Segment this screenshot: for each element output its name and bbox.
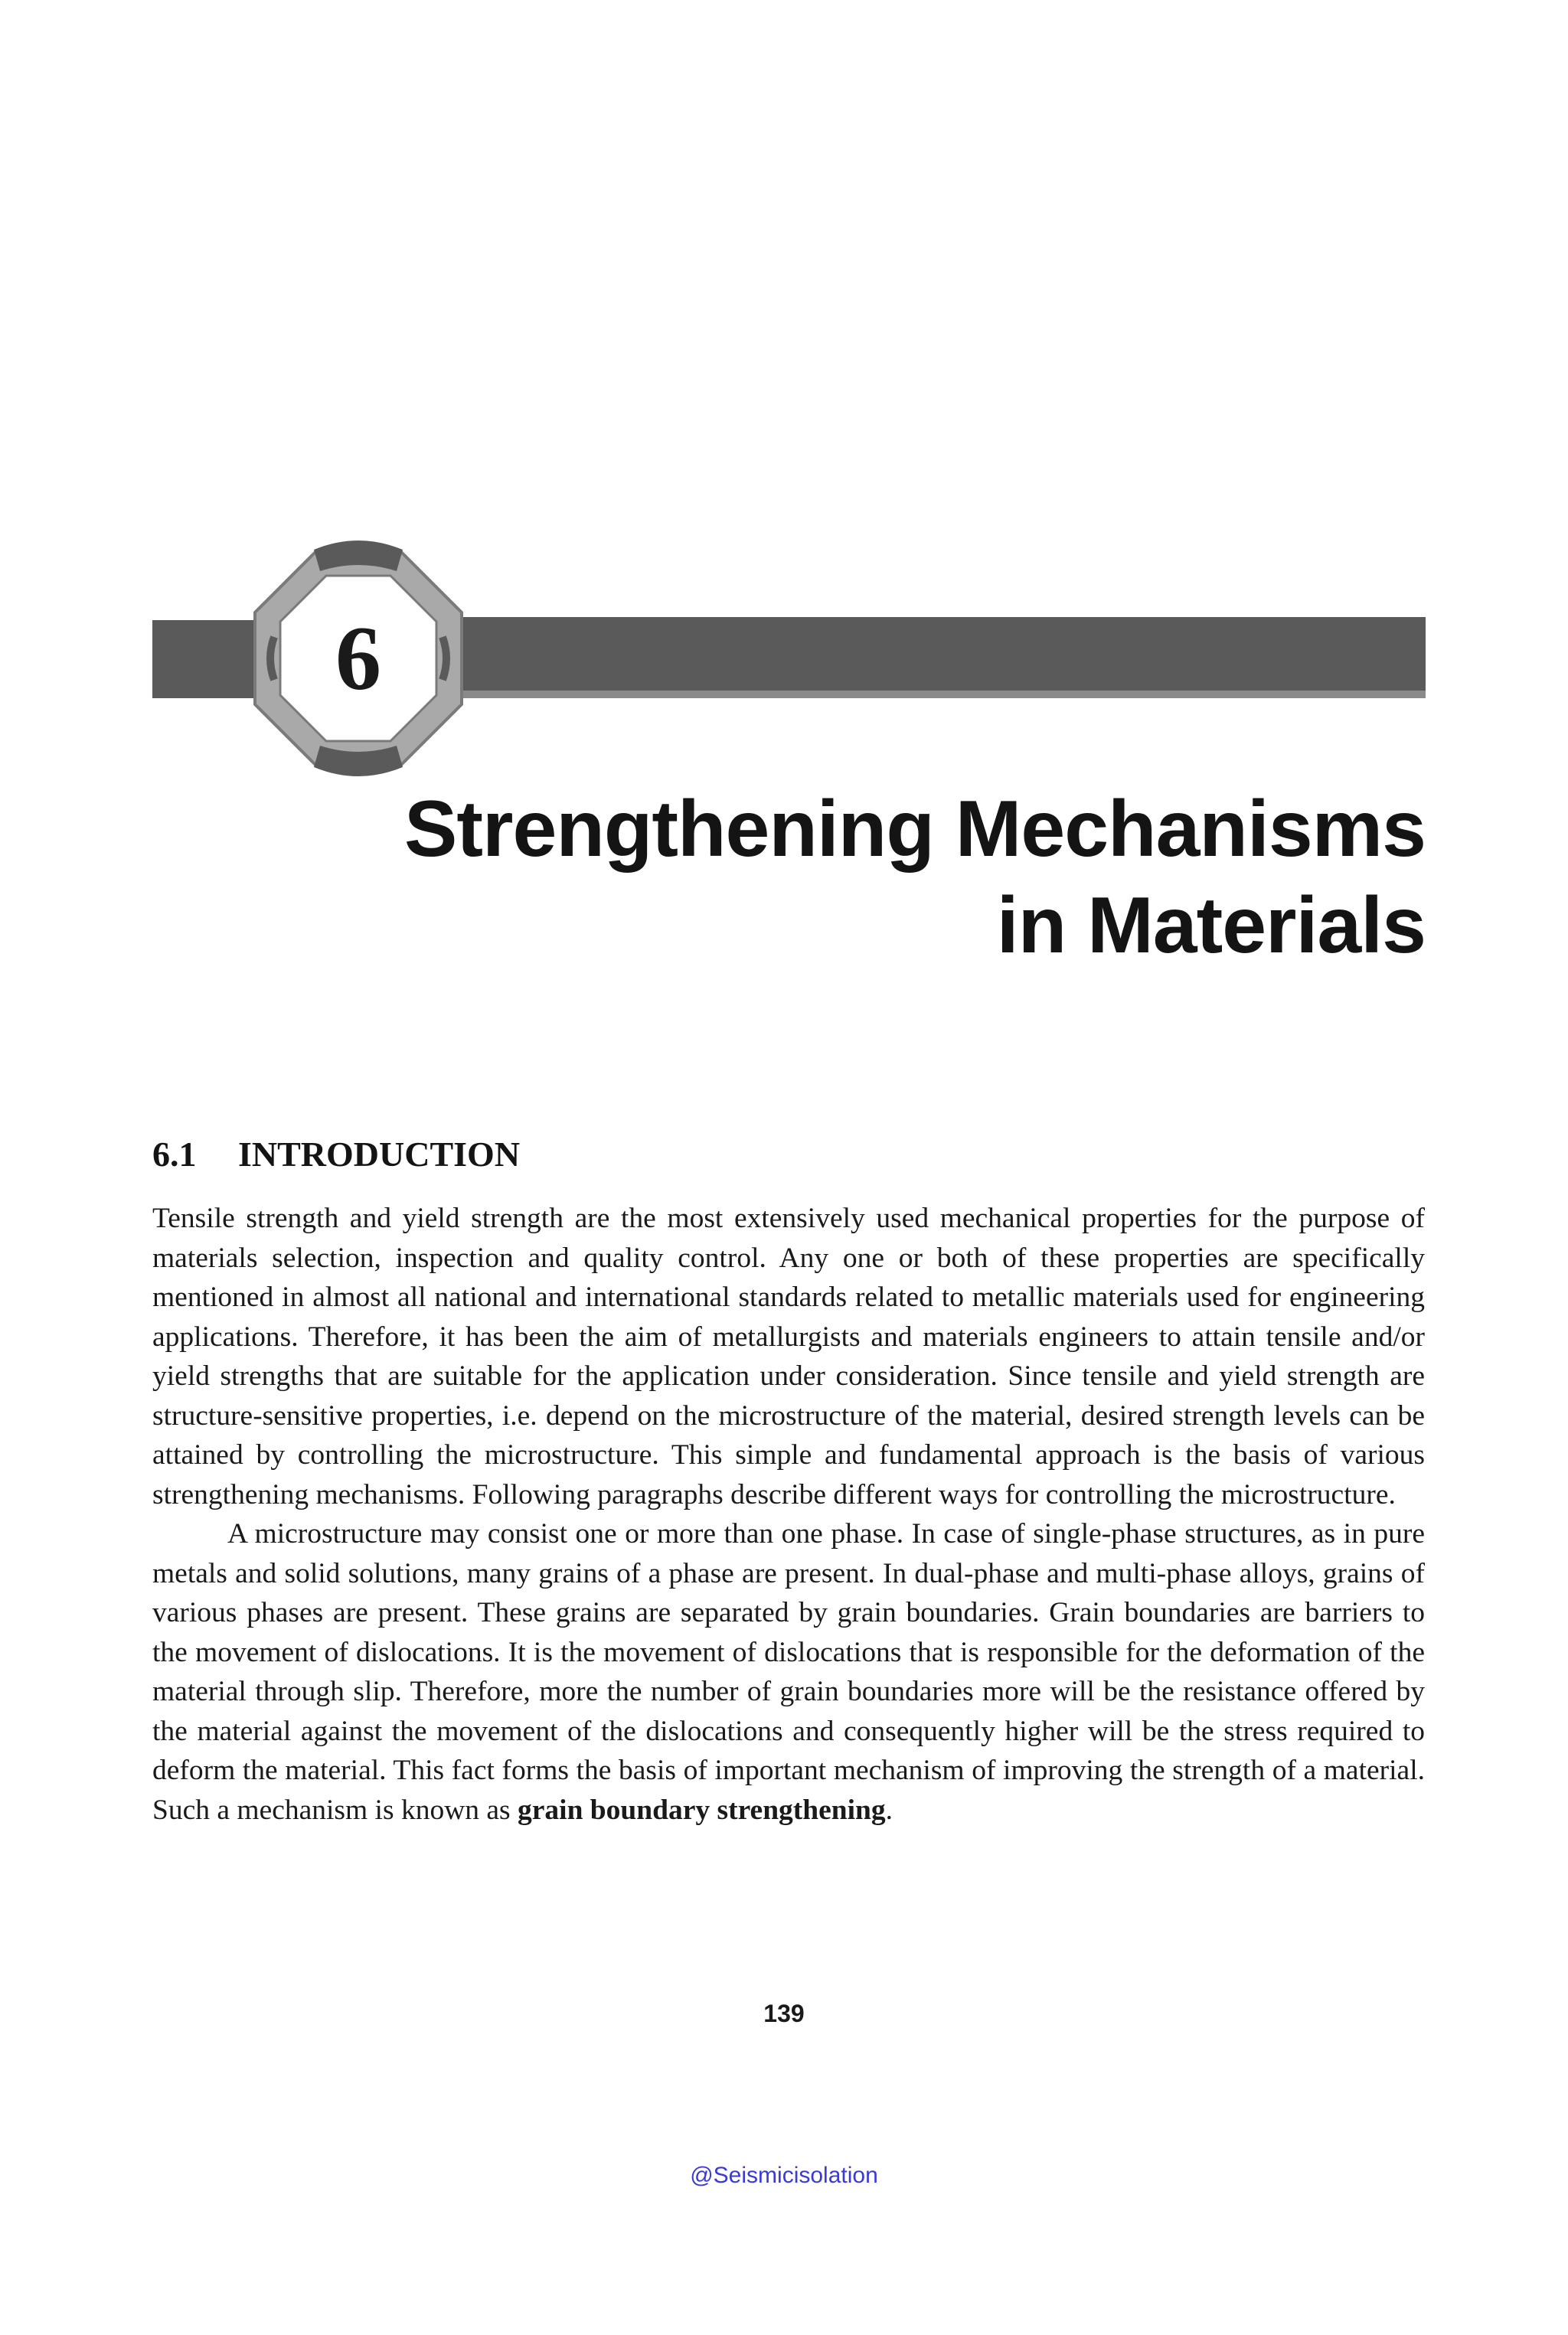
body-text: [152, 1199, 1425, 1830]
paragraph-2-text: A microstructure may consist one or more than one phase. In case of single-phase structures, as in pure metals and solid solutions, many grains of a phase are present. In dual-phase and multi-phase alloys, grains of various phases are present. These grains are separated by grain boundaries. Grain boundaries are barriers to the movement of dislocations. It is the movement of dislocations that is responsible for the deformation of the material through slip. Therefore, more the number of grain boundaries more will be the resistance offered by the material against the movement of the dislocations and consequently higher will be the stress required to deform the material. This fact forms the basis of important mechanism of improving the strength of a material. Such a mechanism is known as: [152, 1518, 1425, 1826]
watermark: @Seismicisolation: [690, 2163, 878, 2188]
chapter-title: [277, 781, 1426, 974]
key-term-grain-boundary-strengthening: grain boundary strengthening: [518, 1794, 886, 1826]
paragraph-2-end: .: [885, 1794, 893, 1826]
chapter-title-line-1: Strengthening Mechanisms: [404, 785, 1426, 874]
page-number: 139: [763, 2000, 805, 2027]
chapter-number: 6: [335, 607, 381, 709]
paragraph-1: Tensile strength and yield strength are the most extensively used mechanical properties for the purpose of materials selection, inspection and quality control. Any one or both of these properties are specifically mentioned in almost all national and international standards related to metallic materials used for engineering applications. Therefore, it has been the aim of metallurgists and materials engineers to attain tensile and/or yield strengths that are suitable for the application under consideration. Since tensile and yield strength are structure-sensitive properties, i.e. depend on the microstructure of the material, desired strength levels can be attained by controlling the microstructure. This simple and fundamental approach is the basis of various strengthening mechanisms. Following paragraphs describe different ways for controlling the microstructure.: [152, 1203, 1425, 1510]
section-title: INTRODUCTION: [238, 1135, 521, 1174]
section-number: 6.1: [152, 1135, 197, 1174]
paragraph-2: [152, 1514, 1425, 1830]
chapter-banner-right: [429, 617, 1426, 698]
section-heading: [152, 1132, 520, 1177]
chapter-title-line-2: in Materials: [996, 881, 1426, 970]
